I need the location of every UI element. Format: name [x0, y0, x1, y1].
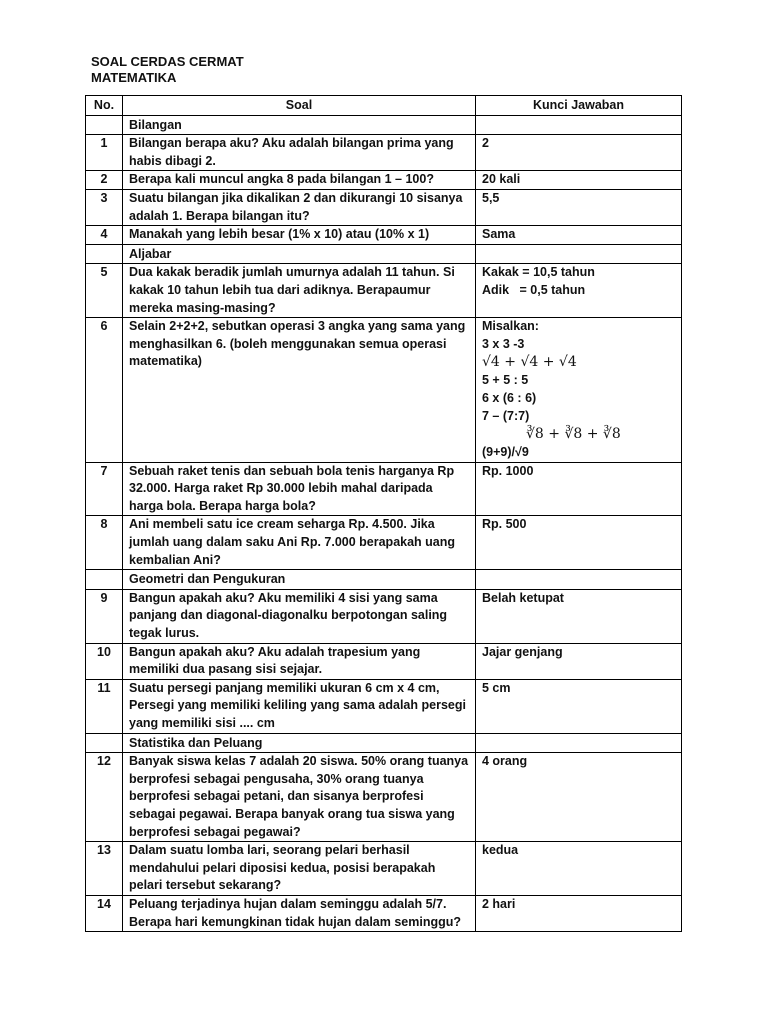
answer-line-math: √4 + √4 + √4 — [482, 354, 577, 371]
section-row-bilangan — [86, 115, 682, 135]
row-number: 9 — [86, 589, 123, 643]
row-number: 8 — [86, 516, 123, 570]
table-row — [86, 264, 682, 318]
answer-line: (9+9)/√9 — [482, 445, 529, 460]
question-text: Dua kakak beradik jumlah umurnya adalah 11 tahun. Si kakak 10 tahun lebih tua dari adiknya. Berapaumur mereka masing-masing? — [123, 264, 476, 318]
question-text: Suatu persegi panjang memiliki ukuran 6 cm x 4 cm, Persegi yang memiliki keliling yang sama adalah persegi yang memiliki sisi .... cm — [123, 679, 476, 733]
header-no: No. — [86, 96, 123, 116]
table-row — [86, 516, 682, 570]
title-line-2: MATEMATIKA — [91, 70, 177, 85]
question-text: Selain 2+2+2, sebutkan operasi 3 angka yang sama yang menghasilkan 6. (boleh menggunakan semua operasi matematika) — [123, 318, 476, 463]
question-text: Bilangan berapa aku? Aku adalah bilangan prima yang habis dibagi 2. — [123, 135, 476, 171]
question-text: Suatu bilangan jika dikalikan 2 dan dikurangi 10 sisanya adalah 1. Berapa bilangan itu? — [123, 189, 476, 225]
header-kunci: Kunci Jawaban — [476, 96, 682, 116]
table-row — [86, 753, 682, 842]
question-text: Ani membeli satu ice cream seharga Rp. 4.500. Jika jumlah uang dalam saku Ani Rp. 7.000 berapakah uang kembalian Ani? — [123, 516, 476, 570]
answer-line: 6 x (6 : 6) — [482, 390, 537, 405]
question-text: Banyak siswa kelas 7 adalah 20 siswa. 50% orang tuanya berprofesi sebagai pengusaha, 30% orang tuanya berprofesi sebagai petani, dan sisanya berprofesi sebagai pegawai. Berapa banyak orang tua siswa yang berprofesi sebagai pegawai? — [123, 753, 476, 842]
answer-text: 5 cm — [476, 679, 682, 733]
section-label: Geometri dan Pengukuran — [123, 570, 476, 590]
table-row — [86, 643, 682, 679]
answer-text — [476, 318, 682, 463]
section-row-aljabar — [86, 244, 682, 264]
answer-text: 4 orang — [476, 753, 682, 842]
question-table — [85, 95, 682, 932]
answer-line-math: ∛8 + ∛8 + ∛8 — [526, 426, 621, 443]
section-row-geometri — [86, 570, 682, 590]
table-row — [86, 895, 682, 931]
question-text: Manakah yang lebih besar (1% x 10) atau (10% x 1) — [123, 226, 476, 245]
table-row — [86, 589, 682, 643]
header-row — [86, 96, 682, 116]
answer-line: 7 – (7:7) — [482, 408, 530, 423]
question-text: Dalam suatu lomba lari, seorang pelari berhasil mendahului pelari diposisi kedua, posisi berapakah pelari tersebut sekarang? — [123, 842, 476, 896]
row-number: 12 — [86, 753, 123, 842]
answer-line: Kakak = 10,5 tahun — [482, 265, 595, 280]
answer-text: kedua — [476, 842, 682, 896]
table-row — [86, 842, 682, 896]
row-number: 2 — [86, 171, 123, 190]
answer-line: 3 x 3 -3 — [482, 336, 525, 351]
page-title — [91, 54, 244, 86]
section-row-statistika — [86, 733, 682, 753]
answer-text: Rp. 500 — [476, 516, 682, 570]
table-row — [86, 226, 682, 245]
row-number: 5 — [86, 264, 123, 318]
question-text: Bangun apakah aku? Aku memiliki 4 sisi yang sama panjang dan diagonal-diagonalku berpotongan saling tegak lurus. — [123, 589, 476, 643]
answer-line: Adik = 0,5 tahun — [482, 282, 586, 297]
table-row — [86, 679, 682, 733]
table-row — [86, 462, 682, 516]
header-soal: Soal — [123, 96, 476, 116]
question-text: Peluang terjadinya hujan dalam seminggu adalah 5/7. Berapa hari kemungkinan tidak hujan dalam seminggu? — [123, 895, 476, 931]
question-text: Sebuah raket tenis dan sebuah bola tenis harganya Rp 32.000. Harga raket Rp 30.000 lebih mahal daripada harga bola. Berapa harga bola? — [123, 462, 476, 516]
table-row — [86, 135, 682, 171]
answer-text: 5,5 — [476, 189, 682, 225]
answer-text — [476, 264, 682, 318]
row-number: 14 — [86, 895, 123, 931]
row-number: 11 — [86, 679, 123, 733]
title-line-1: SOAL CERDAS CERMAT — [91, 54, 244, 69]
answer-text: 2 — [476, 135, 682, 171]
table-row — [86, 189, 682, 225]
answer-text: Belah ketupat — [476, 589, 682, 643]
section-label: Aljabar — [123, 244, 476, 264]
table-row — [86, 318, 682, 463]
section-label: Statistika dan Peluang — [123, 733, 476, 753]
row-number: 6 — [86, 318, 123, 463]
answer-line: Misalkan: — [482, 319, 539, 334]
section-label: Bilangan — [123, 115, 476, 135]
answer-text: Sama — [476, 226, 682, 245]
question-text: Berapa kali muncul angka 8 pada bilangan 1 – 100? — [123, 171, 476, 190]
answer-text: 20 kali — [476, 171, 682, 190]
row-number: 1 — [86, 135, 123, 171]
table-row — [86, 171, 682, 190]
row-number: 10 — [86, 643, 123, 679]
answer-text: Jajar genjang — [476, 643, 682, 679]
answer-text: 2 hari — [476, 895, 682, 931]
row-number: 13 — [86, 842, 123, 896]
answer-line: 5 + 5 : 5 — [482, 373, 529, 388]
answer-text: Rp. 1000 — [476, 462, 682, 516]
question-text: Bangun apakah aku? Aku adalah trapesium yang memiliki dua pasang sisi sejajar. — [123, 643, 476, 679]
row-number: 4 — [86, 226, 123, 245]
row-number: 3 — [86, 189, 123, 225]
row-number: 7 — [86, 462, 123, 516]
